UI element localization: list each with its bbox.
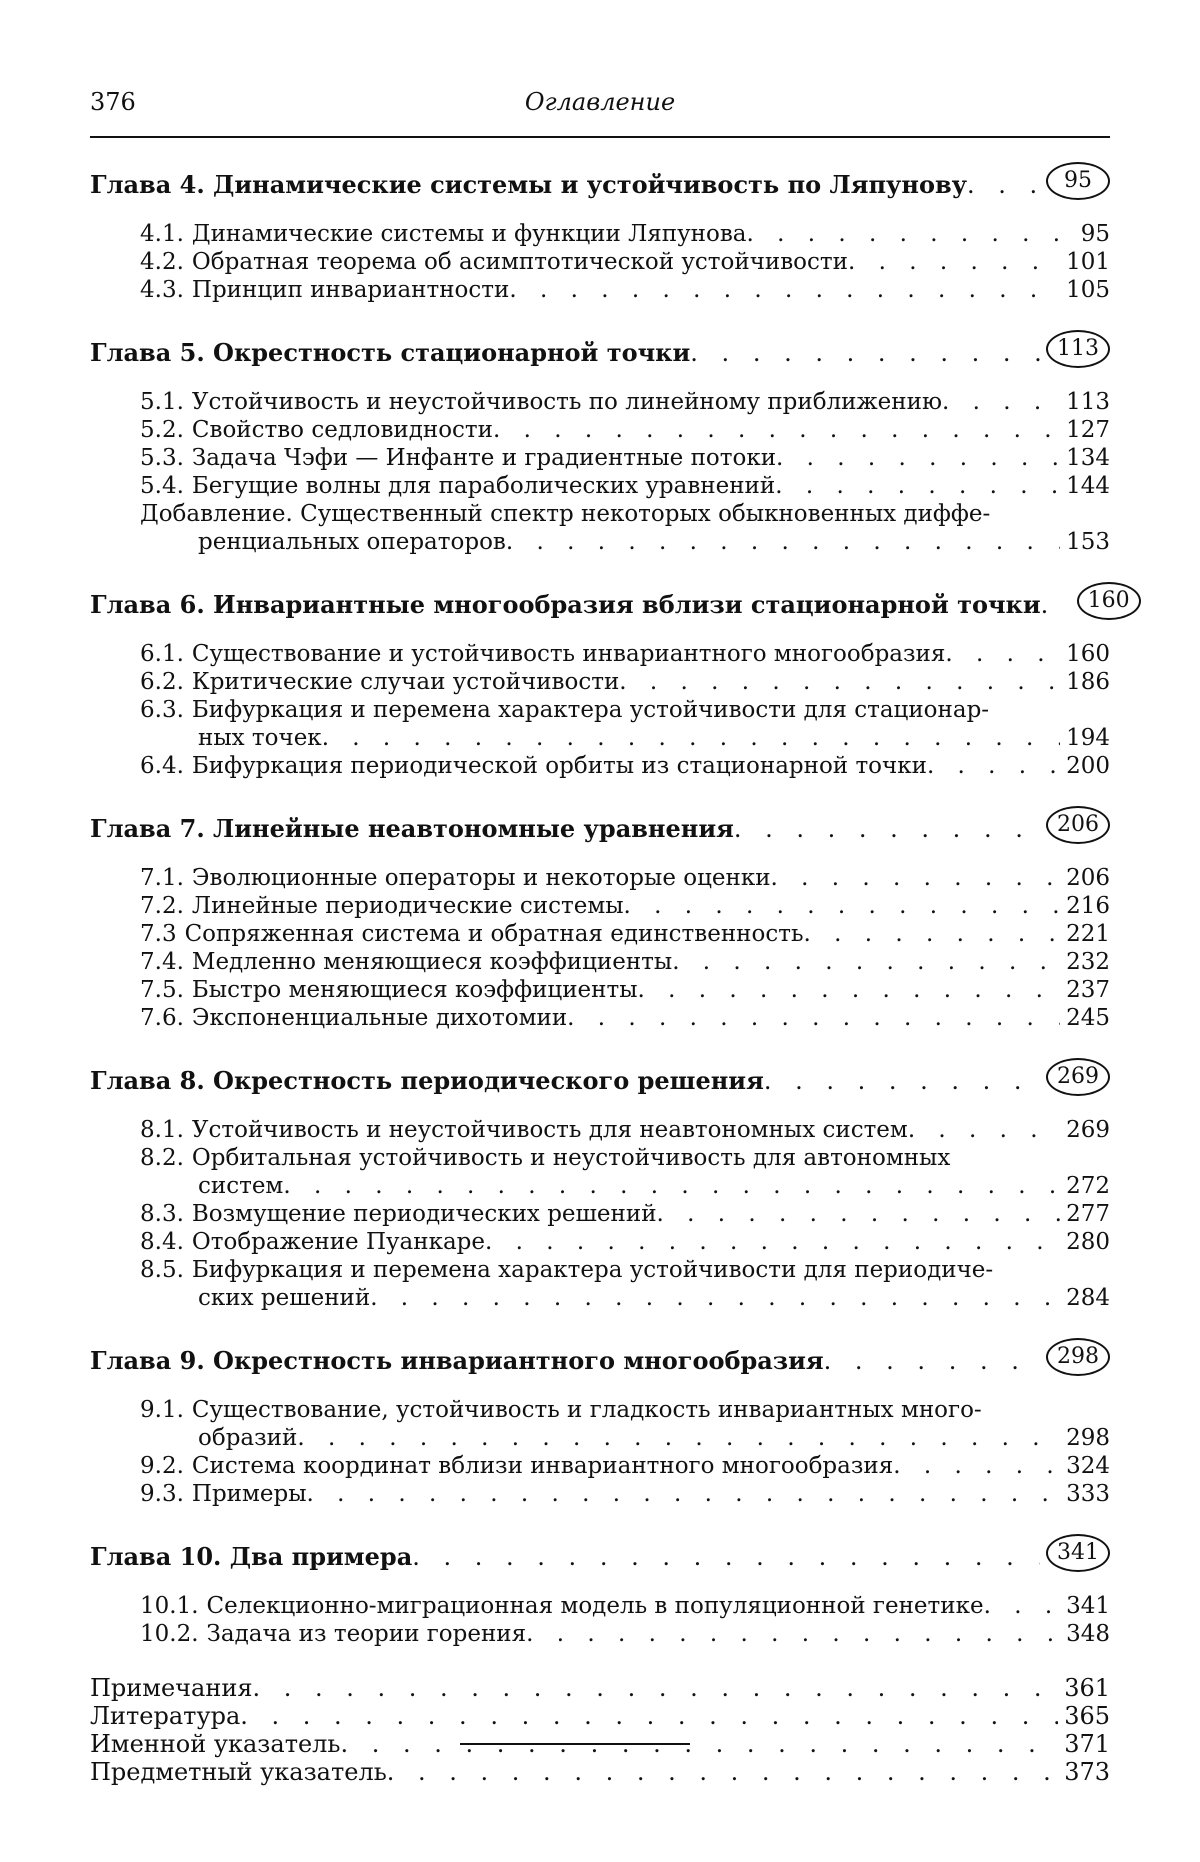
dot-leader [412, 1542, 1040, 1572]
chapter-block [90, 1338, 1110, 1508]
section-list [90, 388, 1110, 556]
section-title[interactable]: Быстро меняющиеся коэффициенты [191, 977, 638, 1003]
section-entry [140, 416, 1110, 444]
section-title[interactable]: Возмущение периодических решений [191, 1201, 657, 1227]
section-entry [140, 668, 1110, 696]
section-entry [140, 1620, 1110, 1648]
section-number: 6.4. [140, 753, 184, 779]
dot-leader [824, 1346, 1040, 1376]
section-title[interactable]: Отображение Пуанкаре [191, 1229, 486, 1255]
section-title[interactable]: Существование, устойчивость и гладкость инвариантных много- [191, 1397, 982, 1423]
chapter-title[interactable]: Глава 6. Инвариантные многообразия вблизи стационарной точки [90, 590, 1041, 619]
section-entry [140, 976, 1110, 1004]
section-number: 7.1. [140, 865, 184, 891]
section-title-cont[interactable]: ских решений [198, 1285, 371, 1311]
section-number: 8.1. [140, 1117, 184, 1143]
section-title[interactable]: Система координат вблизи инвариантного многообразия [191, 1453, 894, 1479]
section-page[interactable]: 324 [1066, 1453, 1110, 1479]
section-page[interactable]: 280 [1066, 1229, 1110, 1255]
dot-leader [893, 1452, 1060, 1480]
chapter-block [90, 162, 1110, 304]
backmatter-page[interactable]: 371 [1064, 1730, 1110, 1758]
section-entry [140, 1200, 1110, 1228]
section-title[interactable]: Примеры [191, 1481, 307, 1507]
dot-leader [690, 338, 1040, 368]
section-title[interactable]: Селекционно-миграционная модель в популяционной генетике [206, 1593, 984, 1619]
section-entry [140, 1452, 1110, 1480]
backmatter-page[interactable]: 361 [1064, 1674, 1110, 1702]
section-number: 7.3 [140, 921, 177, 947]
section-entry [140, 248, 1110, 276]
chapter-page-circled[interactable]: 113 [1046, 330, 1110, 368]
section-page[interactable]: 95 [1080, 221, 1110, 247]
chapter-title[interactable]: Глава 8. Окрестность периодического решения [90, 1066, 764, 1095]
section-number: 9.3. [140, 1481, 184, 1507]
section-page[interactable]: 206 [1066, 865, 1110, 891]
table-of-contents [90, 162, 1130, 1786]
section-entry-line1 [140, 1144, 1110, 1172]
backmatter-page[interactable]: 365 [1064, 1702, 1110, 1730]
section-page[interactable]: 221 [1066, 921, 1110, 947]
section-title[interactable]: Бегущие волны для параболических уравнений [191, 473, 776, 499]
section-title[interactable]: Существование и устойчивость инвариантного многообразия [191, 641, 946, 667]
section-page[interactable]: 277 [1066, 1201, 1110, 1227]
section-entry [140, 920, 1110, 948]
section-number: 7.2. [140, 893, 184, 919]
section-entry [140, 1004, 1110, 1032]
dot-leader [734, 814, 1040, 844]
addendum-page[interactable]: 153 [1066, 529, 1110, 555]
bottom-rule [460, 1743, 690, 1745]
section-page[interactable]: 272 [1066, 1173, 1110, 1199]
section-title[interactable]: Устойчивость и неустойчивость по линейному приближению [191, 389, 942, 415]
section-entry [140, 1480, 1110, 1508]
section-title-cont[interactable]: образий [198, 1425, 298, 1451]
section-number: 8.2. [140, 1145, 184, 1171]
chapter-entry [90, 162, 1110, 200]
dot-leader [984, 1592, 1061, 1620]
section-page[interactable]: 269 [1066, 1117, 1110, 1143]
section-page[interactable]: 101 [1066, 249, 1110, 275]
chapter-block [90, 1534, 1110, 1648]
section-number: 6.3. [140, 697, 184, 723]
section-number: 7.6. [140, 1005, 184, 1031]
backmatter-page[interactable]: 373 [1064, 1758, 1110, 1786]
chapter-page-circled[interactable]: 269 [1046, 1058, 1110, 1096]
section-entry-line1 [140, 1396, 1110, 1424]
addendum-line2 [140, 528, 1110, 556]
dot-leader [322, 724, 1060, 752]
chapter-entry [90, 330, 1110, 368]
section-title[interactable]: Сопряженная система и обратная единственность [184, 921, 804, 947]
dot-leader [803, 920, 1060, 948]
dot-leader [567, 1004, 1060, 1032]
section-number: 5.4. [140, 473, 184, 499]
chapter-page-circled[interactable]: 160 [1077, 582, 1141, 620]
section-page[interactable]: 232 [1066, 949, 1110, 975]
section-entry [140, 864, 1110, 892]
section-number: 4.1. [140, 221, 184, 247]
section-page[interactable]: 348 [1066, 1621, 1110, 1647]
dot-leader [747, 220, 1065, 248]
section-title[interactable]: Критические случаи устойчивости [191, 669, 620, 695]
dot-leader [771, 864, 1061, 892]
section-entry [140, 1592, 1110, 1620]
section-entry [140, 1228, 1110, 1256]
section-title[interactable]: Задача Чэфи — Инфанте и градиентные потоки [191, 445, 777, 471]
dot-leader [624, 892, 1061, 920]
chapter-block [90, 806, 1110, 1032]
section-entry-line1 [140, 1256, 1110, 1284]
section-number: 10.1. [140, 1593, 199, 1619]
section-page[interactable]: 216 [1066, 893, 1110, 919]
section-page[interactable]: 333 [1066, 1481, 1110, 1507]
chapter-block [90, 330, 1110, 556]
page-number: 376 [90, 88, 136, 116]
section-title[interactable]: Эволюционные операторы и некоторые оценки [191, 865, 771, 891]
section-number: 4.3. [140, 277, 184, 303]
section-title-cont[interactable]: ных точек [198, 725, 322, 751]
chapter-title[interactable]: Глава 7. Линейные неавтономные уравнения [90, 814, 734, 843]
section-number: 8.3. [140, 1201, 184, 1227]
section-entry [140, 472, 1110, 500]
backmatter-entry [90, 1702, 1110, 1730]
section-number: 7.4. [140, 949, 184, 975]
section-number: 9.2. [140, 1453, 184, 1479]
section-entry-line2 [140, 1424, 1110, 1452]
section-title[interactable]: Линейные периодические системы [191, 893, 624, 919]
section-entry-line2 [140, 724, 1110, 752]
section-title[interactable]: Медленно меняющиеся коэффициенты [191, 949, 673, 975]
section-entry [140, 640, 1110, 668]
section-title[interactable]: Динамические системы и функции Ляпунова [191, 221, 747, 247]
chapter-title[interactable]: Глава 10. Два примера [90, 1542, 413, 1571]
chapter-title[interactable]: Глава 4. Динамические системы и устойчивость по Ляпунову [90, 170, 967, 199]
section-page[interactable]: 200 [1066, 753, 1110, 779]
dot-leader [848, 248, 1060, 276]
section-entry-line2 [140, 1172, 1110, 1200]
chapter-block [90, 1058, 1110, 1312]
dot-leader [945, 640, 1060, 668]
chapter-title[interactable]: Глава 9. Окрестность инвариантного многообразия [90, 1346, 824, 1375]
section-page[interactable]: 113 [1066, 389, 1110, 415]
chapter-entry [90, 582, 1130, 620]
addendum-title-cont[interactable]: ренциальных операторов [198, 529, 506, 555]
backmatter-title[interactable]: Примечания [90, 1674, 253, 1702]
section-entry-line1 [140, 696, 1110, 724]
dot-leader [764, 1066, 1040, 1096]
dot-leader [967, 170, 1040, 200]
backmatter-title[interactable]: Литература [90, 1702, 241, 1730]
section-entry [140, 276, 1110, 304]
section-number: 5.1. [140, 389, 184, 415]
section-title[interactable]: Орбитальная устойчивость и неустойчивость для автономных [191, 1145, 951, 1171]
backmatter-list [90, 1674, 1110, 1786]
section-number: 4.2. [140, 249, 184, 275]
section-entry [140, 220, 1110, 248]
dot-leader [672, 948, 1060, 976]
section-entry [140, 388, 1110, 416]
chapter-entry [90, 806, 1110, 844]
section-title[interactable]: Экспоненциальные дихотомии [191, 1005, 568, 1031]
dot-leader [908, 1116, 1060, 1144]
dot-leader [387, 1758, 1058, 1786]
section-title[interactable]: Свойство седловидности [191, 417, 493, 443]
section-page[interactable]: 341 [1066, 1593, 1110, 1619]
backmatter-title[interactable]: Предметный указатель [90, 1758, 387, 1786]
section-entry [140, 752, 1110, 780]
section-list [90, 220, 1110, 304]
dot-leader [942, 388, 1060, 416]
chapter-page-circled[interactable]: 95 [1046, 162, 1110, 200]
dot-leader [493, 416, 1060, 444]
running-title: Оглавление [524, 88, 676, 116]
section-number: 7.5. [140, 977, 184, 1003]
section-page[interactable]: 186 [1066, 669, 1110, 695]
page-header [90, 78, 1110, 118]
section-number: 5.2. [140, 417, 184, 443]
chapter-page-circled[interactable]: 298 [1046, 1338, 1110, 1376]
section-page[interactable]: 245 [1066, 1005, 1110, 1031]
section-page[interactable]: 134 [1066, 445, 1110, 471]
section-number: 8.5. [140, 1257, 184, 1283]
section-title-cont[interactable]: систем [198, 1173, 284, 1199]
dot-leader [927, 752, 1060, 780]
section-page[interactable]: 160 [1066, 641, 1110, 667]
dot-leader [638, 976, 1061, 1004]
dot-leader [283, 1172, 1060, 1200]
section-title[interactable]: Бифуркация и перемена характера устойчивости для периодиче- [191, 1257, 994, 1283]
dot-leader [775, 472, 1060, 500]
dot-leader [341, 1730, 1059, 1758]
dot-leader [776, 444, 1060, 472]
dot-leader [509, 276, 1060, 304]
chapter-entry [90, 1058, 1110, 1096]
section-list [90, 1592, 1110, 1648]
addendum-line1 [140, 500, 1110, 528]
section-number: 10.2. [140, 1621, 199, 1647]
section-title[interactable]: Устойчивость и неустойчивость для неавтономных систем [191, 1117, 908, 1143]
section-entry [140, 1116, 1110, 1144]
section-title[interactable]: Задача из теории горения [206, 1621, 527, 1647]
backmatter-title[interactable]: Именной указатель [90, 1730, 341, 1758]
section-entry [140, 444, 1110, 472]
dot-leader [297, 1424, 1060, 1452]
dot-leader [1041, 590, 1071, 620]
dot-leader [240, 1702, 1058, 1730]
section-page[interactable]: 298 [1066, 1425, 1110, 1451]
chapter-block [90, 582, 1130, 780]
section-page[interactable]: 237 [1066, 977, 1110, 1003]
dot-leader [485, 1228, 1060, 1256]
section-page[interactable]: 144 [1066, 473, 1110, 499]
section-number: 6.2. [140, 669, 184, 695]
chapter-title[interactable]: Глава 5. Окрестность стационарной точки [90, 338, 691, 367]
dot-leader [307, 1480, 1061, 1508]
section-title[interactable]: Принцип инвариантности [191, 277, 510, 303]
chapter-page-circled[interactable]: 206 [1046, 806, 1110, 844]
section-number: 6.1. [140, 641, 184, 667]
section-page[interactable]: 284 [1066, 1285, 1110, 1311]
dot-leader [657, 1200, 1061, 1228]
dot-leader [526, 1620, 1060, 1648]
header-rule [90, 136, 1110, 138]
dot-leader [252, 1674, 1058, 1702]
section-list [90, 1396, 1110, 1508]
section-page[interactable]: 194 [1066, 725, 1110, 751]
section-title[interactable]: Обратная теорема об асимптотической устойчивости [191, 249, 848, 275]
section-title[interactable]: Бифуркация и перемена характера устойчивости для стационар- [191, 697, 990, 723]
section-page[interactable]: 127 [1066, 417, 1110, 443]
section-list [90, 864, 1110, 1032]
dot-leader [370, 1284, 1060, 1312]
section-entry [140, 948, 1110, 976]
section-number: 9.1. [140, 1397, 184, 1423]
chapter-entry [90, 1338, 1110, 1376]
addendum-title[interactable]: Добавление. Существенный спектр некоторых обыкновенных диффе- [140, 501, 991, 527]
backmatter-entry [90, 1674, 1110, 1702]
section-page[interactable]: 105 [1066, 277, 1110, 303]
dot-leader [619, 668, 1060, 696]
backmatter-entry [90, 1758, 1110, 1786]
section-title[interactable]: Бифуркация периодической орбиты из стационарной точки [191, 753, 927, 779]
section-entry [140, 892, 1110, 920]
section-list [90, 1116, 1110, 1312]
section-entry-line2 [140, 1284, 1110, 1312]
chapter-page-circled[interactable]: 341 [1046, 1534, 1110, 1572]
section-number: 5.3. [140, 445, 184, 471]
section-number: 8.4. [140, 1229, 184, 1255]
section-list [90, 640, 1110, 780]
dot-leader [506, 528, 1060, 556]
chapter-entry [90, 1534, 1110, 1572]
